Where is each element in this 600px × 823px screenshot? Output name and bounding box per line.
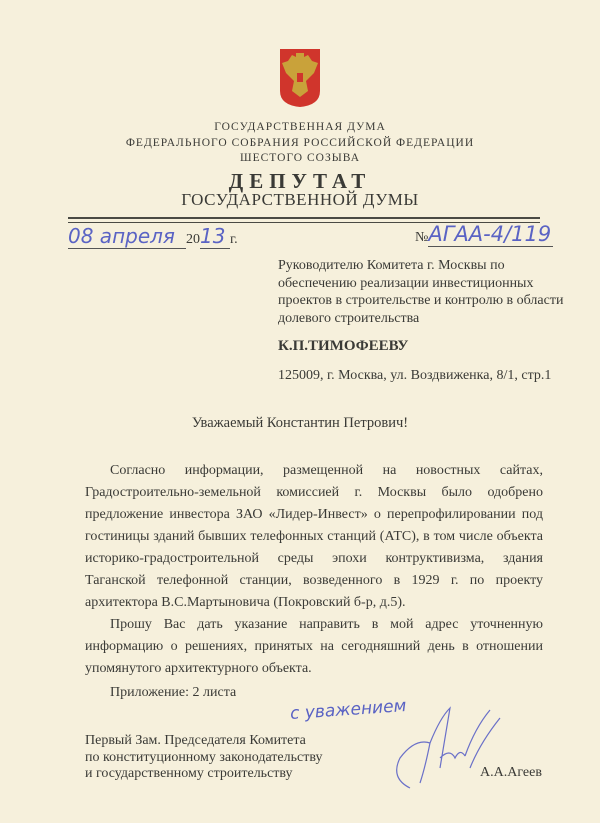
coat-of-arms-emblem (278, 47, 322, 109)
number-field (415, 222, 553, 247)
letterhead-org (0, 120, 600, 167)
letter-body-block (85, 460, 543, 703)
signatory-line-2: по конституционному законодательству (85, 749, 323, 765)
letterhead-subtitle: ГОСУДАРСТВЕННОЙ ДУМЫ (181, 190, 419, 209)
date-year-suffix: 13 (200, 224, 230, 249)
attachment-note: Приложение: 2 листа (110, 685, 237, 700)
greeting: Уважаемый Константин Петрович! (191, 415, 409, 431)
org-line-1: ГОСУДАРСТВЕННАЯ ДУМА (214, 121, 386, 133)
signatory-position (85, 733, 322, 783)
body-paragraph: Прошу Вас дать указание направить в мой адрес уточненную информацию о решениях, принятых на сегодняшний день в отношении упомянутого архитектурного объекта. (85, 617, 543, 676)
number-label: № (415, 230, 429, 245)
divider (68, 217, 540, 219)
date-field (68, 224, 238, 249)
org-line-2: ФЕДЕРАЛЬНОГО СОБРАНИЯ РОССИЙСКОЙ ФЕДЕРАЦИИ (125, 136, 475, 149)
signatory-line-1: Первый Зам. Председателя Комитета (85, 733, 306, 748)
signatory-name: А.А.Агеев (480, 765, 542, 780)
date-year-prefix: 20 (186, 232, 200, 247)
date-year-unit: г. (230, 232, 238, 247)
signatory-line-3: и государственному строительству (85, 766, 293, 781)
handwritten-signature (370, 698, 510, 798)
org-line-3: ШЕСТОГО СОЗЫВА (239, 152, 361, 164)
document-number: АГАА-4/119 (428, 222, 553, 247)
body-paragraph: Согласно информации, размещенной на новостных сайтах, Градостроительно-земельной комиссией г. Москвы было одобрено предложение инвестора ЗАО «Лидер-Инвест» о перепрофилировании под гостиницы зданий бывших телефонных станций (АТС), в том числе объекта историко-градостроительной среды эпохи контруктивизма, здания Таганской телефонной станции, возведенного в 1929 г. по проекту архитектора В.С.Мартыновича (Покровский б-р, д.5). (85, 463, 543, 610)
date-day-month: 08 апреля (68, 224, 186, 249)
letterhead-title: ДЕПУТАТ (228, 169, 372, 193)
handwritten-closing: с уважением (289, 695, 408, 725)
letter-body (85, 460, 543, 680)
recipient-block (278, 257, 568, 384)
recipient-position: Руководителю Комитета г. Москвы по обеспечению реализации инвестиционных проектов в строительстве и контролю в области долевого строительства (278, 258, 564, 326)
recipient-name: К.П.ТИМОФЕЕВУ (278, 338, 409, 354)
recipient-address: 125009, г. Москва, ул. Воздвиженка, 8/1, стр.1 (278, 368, 552, 383)
